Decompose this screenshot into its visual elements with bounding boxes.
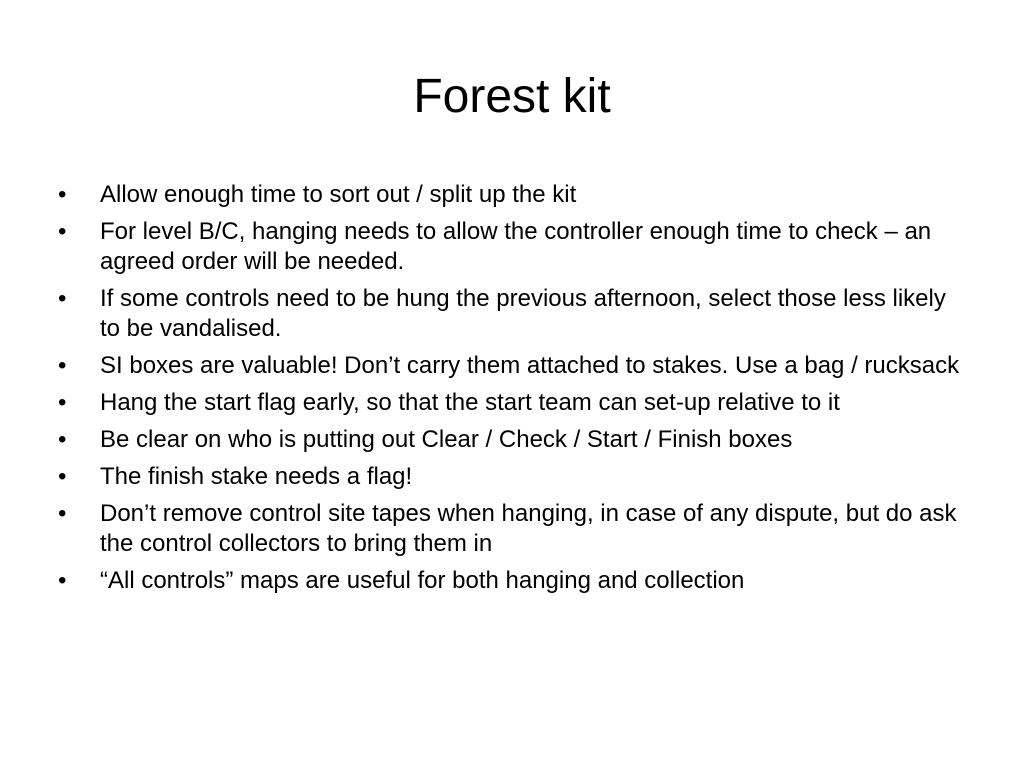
bullet-text: “All controls” maps are useful for both hanging and collection — [100, 567, 745, 594]
bullet-text: Allow enough time to sort out / split up the kit — [100, 181, 577, 208]
bullet-text: If some controls need to be hung the previous afternoon, select those less likely to be vandalised. — [100, 285, 946, 342]
bullet-item — [58, 566, 968, 596]
bullet-point-icon: • — [58, 463, 67, 490]
bullet-point-icon: • — [58, 181, 67, 208]
bullet-point-icon: • — [58, 500, 67, 527]
bullet-text: For level B/C, hanging needs to allow the controller enough time to check – an agreed order will be needed. — [100, 218, 932, 275]
bullet-text: The finish stake needs a flag! — [100, 463, 413, 490]
bullet-item — [58, 351, 968, 381]
bullet-text: SI boxes are valuable! Don’t carry them attached to stakes. Use a bag / rucksack — [100, 352, 960, 379]
bullet-point-icon: • — [58, 426, 67, 453]
bullet-point-icon: • — [58, 389, 67, 416]
bullet-point-icon: • — [58, 567, 67, 594]
bullet-text: Hang the start flag early, so that the start team can set-up relative to it — [100, 389, 840, 416]
bullet-text: Don’t remove control site tapes when hanging, in case of any dispute, but do ask the control collectors to bring them in — [100, 500, 957, 557]
bullet-item — [58, 499, 968, 559]
bullet-text: Be clear on who is putting out Clear / Check / Start / Finish boxes — [100, 426, 793, 453]
slide-title: Forest kit — [413, 70, 611, 123]
bullet-item — [58, 462, 968, 492]
bullet-item — [58, 180, 968, 210]
bullet-item — [58, 388, 968, 418]
bullet-list — [58, 180, 968, 603]
bullet-point-icon: • — [58, 285, 67, 312]
bullet-point-icon: • — [58, 218, 67, 245]
bullet-item — [58, 284, 968, 344]
bullet-item — [58, 425, 968, 455]
bullet-item — [58, 217, 968, 277]
bullet-point-icon: • — [58, 352, 67, 379]
